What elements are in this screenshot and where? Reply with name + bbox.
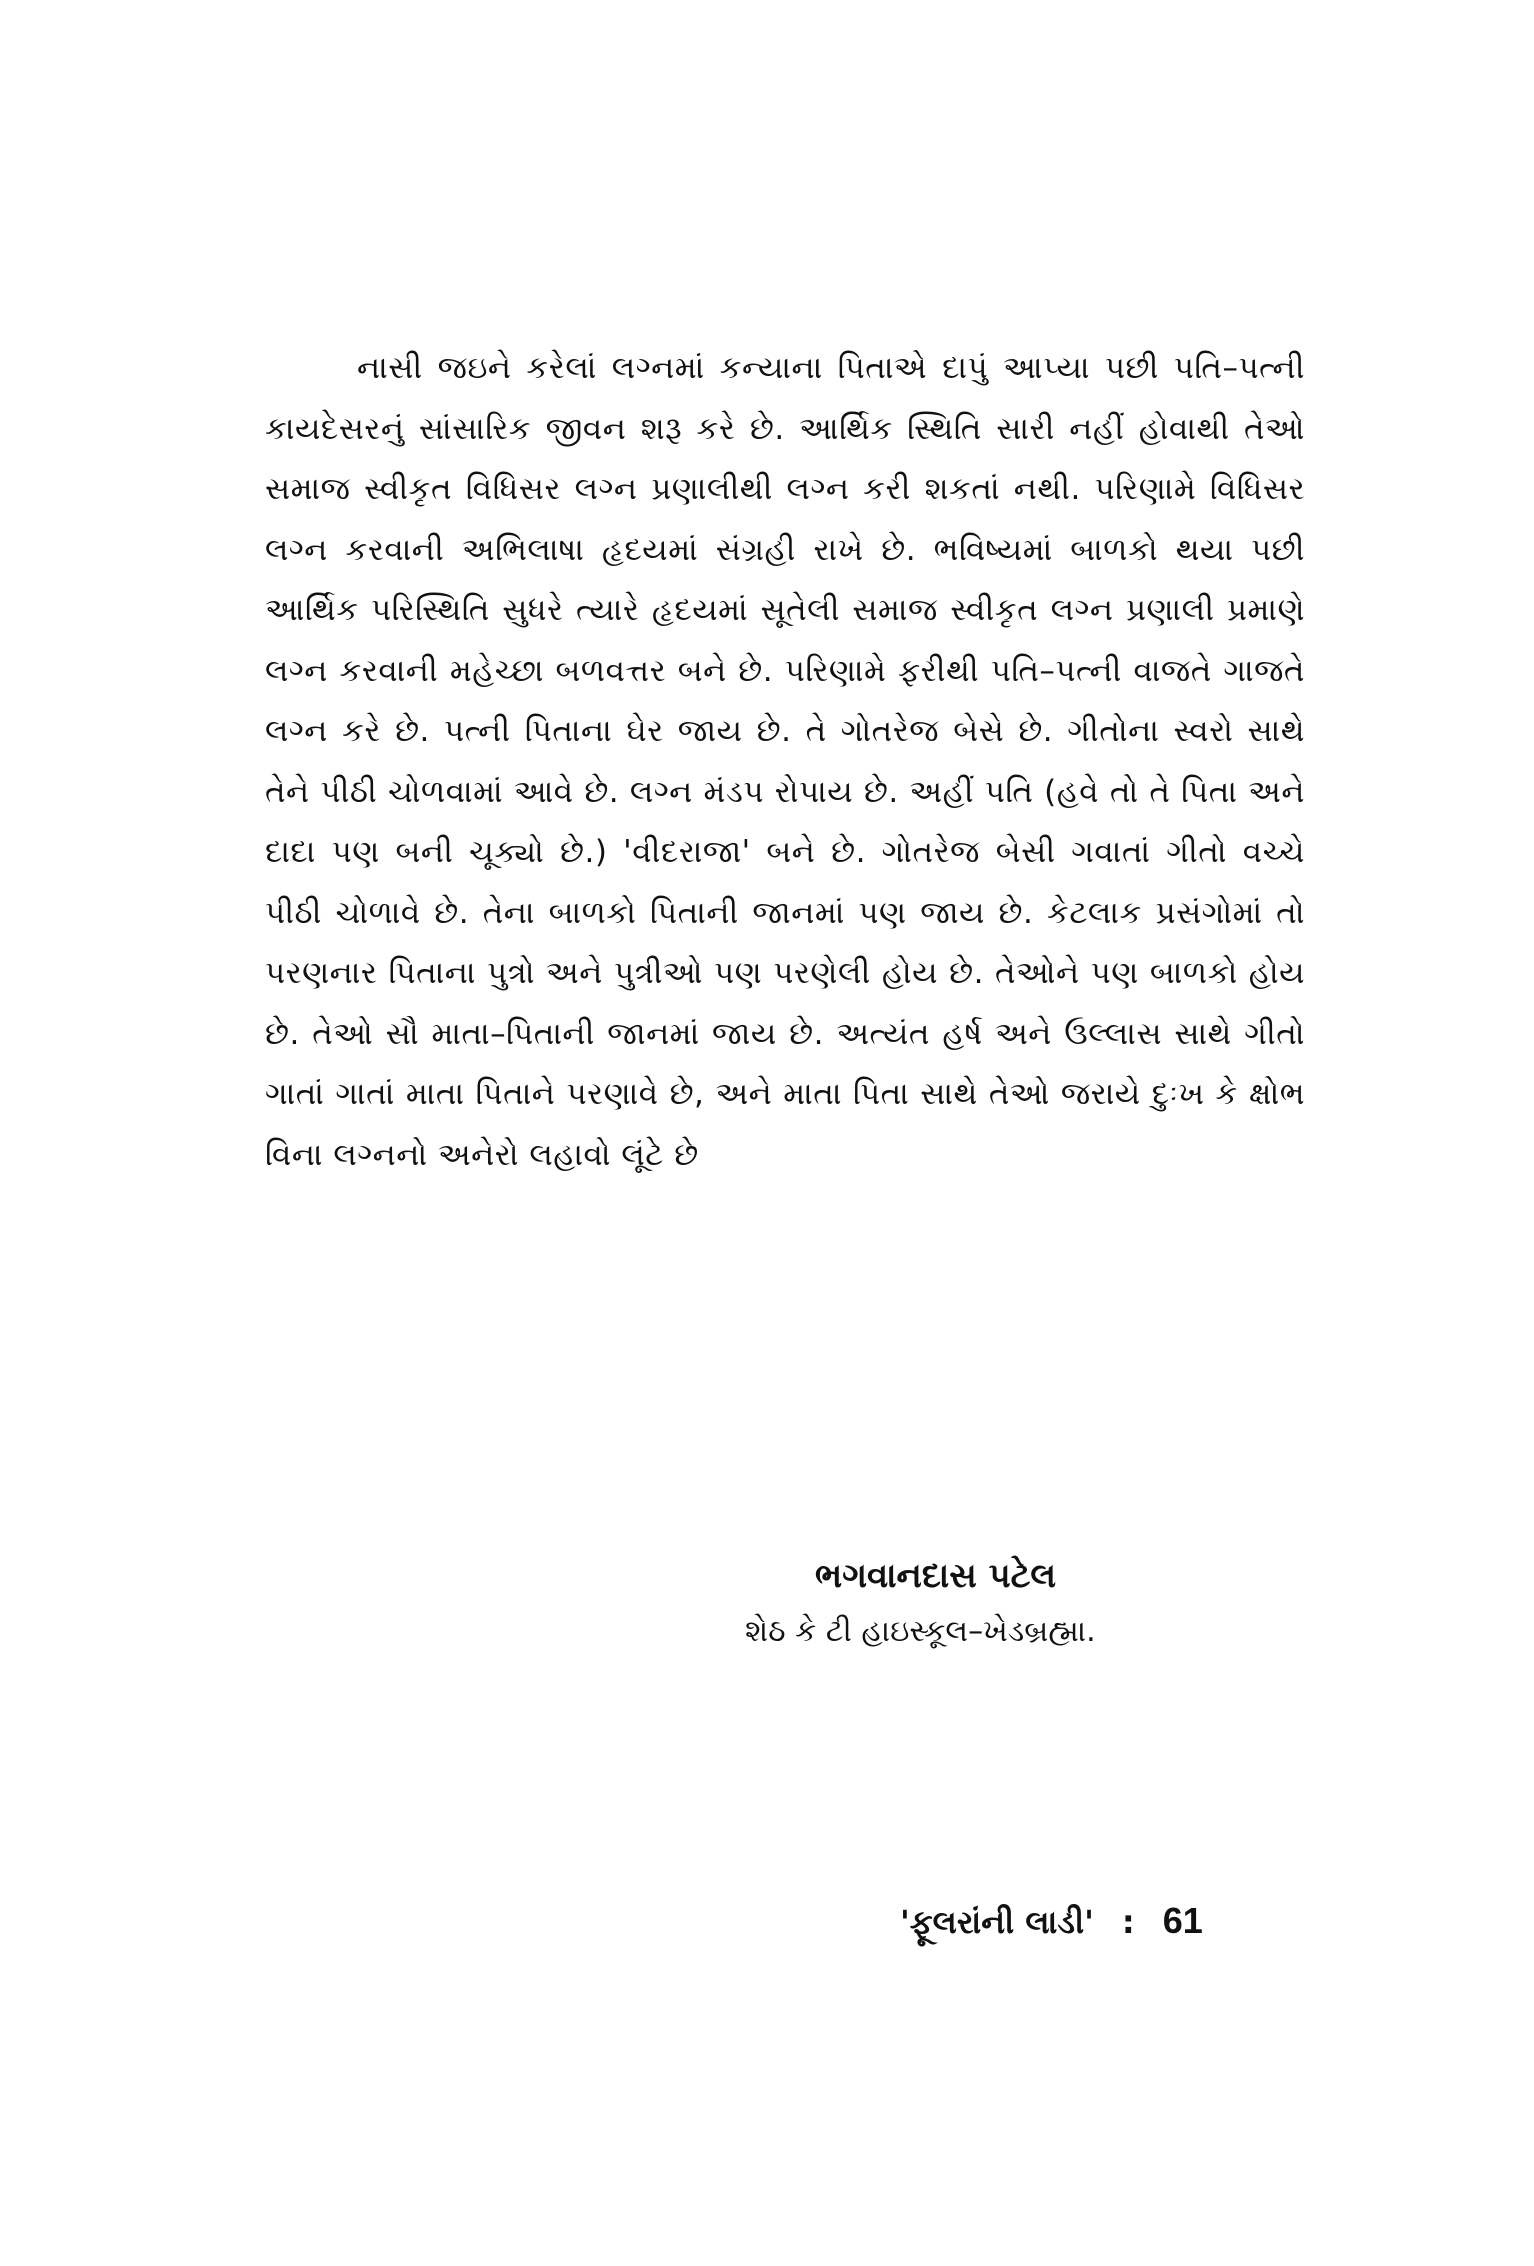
running-book-title: 'ફૂલરાંની લાડી' <box>900 1903 1094 1941</box>
author-affiliation: શેઠ કે ટી હાઇસ્કૂલ–ખેડબ્રહ્મા. <box>745 1614 1096 1649</box>
author-signature-block <box>745 1548 1305 1660</box>
author-name: ભગવાનદાસ પટેલ <box>815 1556 1057 1596</box>
page-footer <box>900 1900 1320 1942</box>
page-number: 61 <box>1162 1900 1203 1941</box>
body-paragraph: નાસી જઇને કરેલાં લગ્નમાં કન્યાના પિતાએ દાપું આપ્યા પછી પતિ–પત્ની કાયદેસરનું સાંસારિક જીવન શરૂ કરે છે. આર્થિક સ્થિતિ સારી નહીં હોવાથી તેઓ સમાજ સ્વીકૃત વિધિસર લગ્ન પ્રણાલીથી લગ્ન કરી શકતાં નથી. પરિણામે વિધિસર લગ્ન કરવાની અભિલાષા હૃદયમાં સંગ્રહી રાખે છે. ભવિષ્યમાં બાળકો થયા પછી આર્થિક પરિસ્થિતિ સુધરે ત્યારે હૃદયમાં સૂતેલી સમાજ સ્વીકૃત લગ્ન પ્રણાલી પ્રમાણે લગ્ન કરવાની મહેચ્છા બળવત્તર બને છે. પરિણામે ફરીથી પતિ–પત્ની વાજતે ગાજતે લગ્ન કરે છે. પત્ની પિતાના ઘેર જાય છે. તે ગોતરેજ બેસે છે. ગીતોના સ્વરો સાથે તેને પીઠી ચોળવામાં આવે છે. લગ્ન મંડપ રોપાય છે. અહીં પતિ (હવે તો તે પિતા અને દાદા પણ બની ચૂક્યો છે.) 'વીદરાજા' બને છે. ગોતરેજ બેસી ગવાતાં ગીતો વચ્ચે પીઠી ચોળાવે છે. તેના બાળકો પિતાની જાનમાં પણ જાય છે. કેટલાક પ્રસંગોમાં તો પરણનાર પિતાના પુત્રો અને પુત્રીઓ પણ પરણેલી હોય છે. તેઓને પણ બાળકો હોય છે. તેઓ સૌ માતા–પિતાની જાનમાં જાય છે. અત્યંત હર્ષ અને ઉલ્લાસ સાથે ગીતો ગાતાં ગાતાં માતા પિતાને પરણાવે છે, અને માતા પિતા સાથે તેઓ જરાયે દુઃખ કે ક્ષોભ વિના લગ્નનો અનેરો લહાવો લૂંટે છે <box>265 350 1305 1173</box>
footer-separator: : <box>1121 1903 1135 1941</box>
